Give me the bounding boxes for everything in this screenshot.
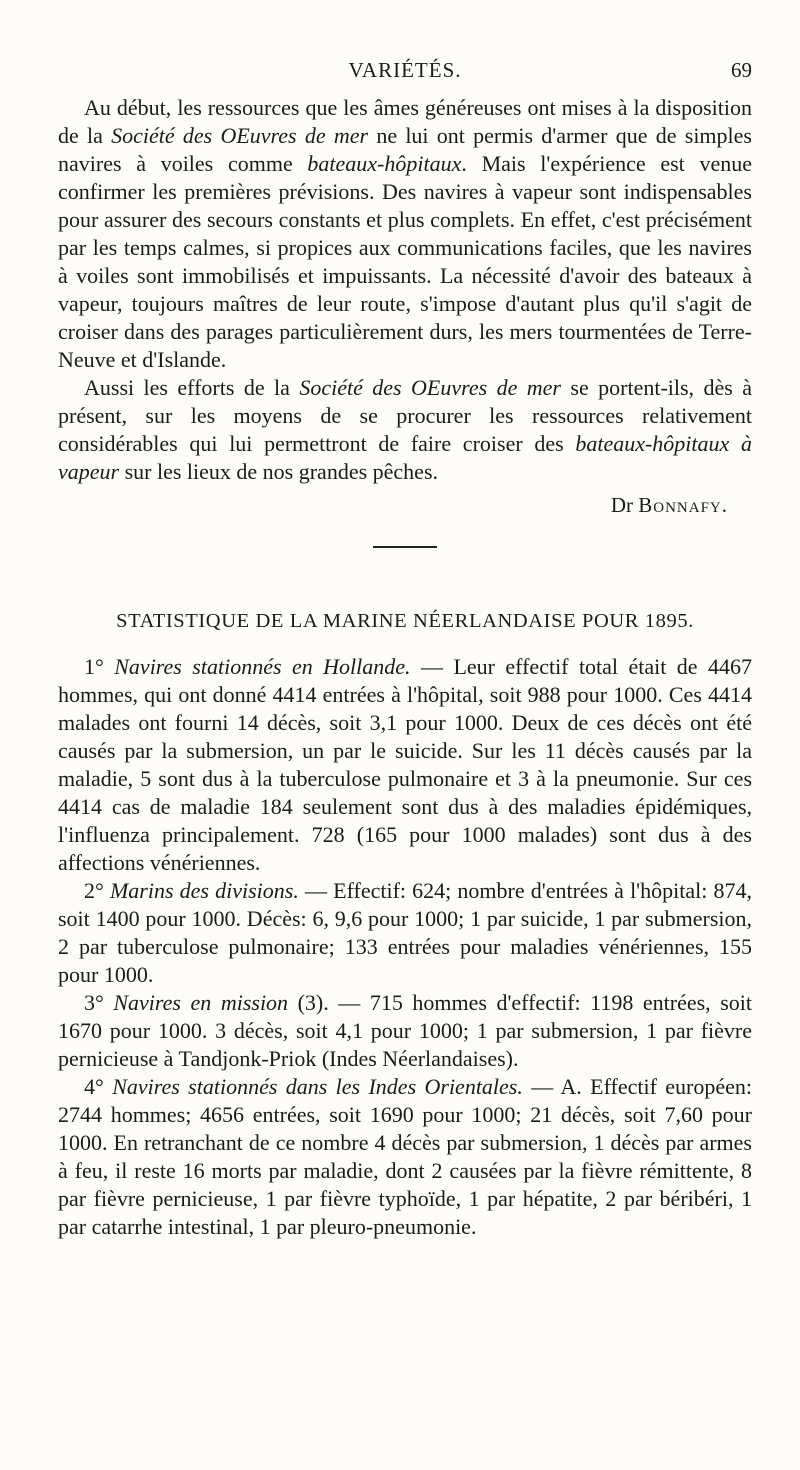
intro-paragraph-2: Aussi les efforts de la Société des OEuvres de mer se portent-ils, dès à présent, sur les moyens de se procurer les ressources relativement considérables qui lui permettront de faire croiser des bateaux-hôpitaux à vapeur sur les lieux de nos grandes pêches. <box>58 375 752 484</box>
stat-item: 1° Navires stationnés en Hollande. — Leur effectif total était de 4467 hommes, qui ont donné 4414 entrées à l'hôpital, soit 988 pour 1000. Ces 4414 malades ont fourni 14 décès, soit 3,1 pour 1000. Deux de ces décès ont été causés par la submersion, un par le suicide. Sur les 11 décès causés par la maladie, 5 sont dus à la tuberculose pulmonaire et 3 à la pneumonie. Sur ces 4414 cas de maladie 184 seulement sont dus à des maladies épidémiques, l'influenza principalement. 728 (165 pour 1000 malades) sont dus à des affections vénériennes. <box>58 654 752 875</box>
header-title: VARIÉTÉS. <box>348 58 462 82</box>
stat-item: 3° Navires en mission (3). — 715 hommes d'effectif: 1198 entrées, soit 1670 pour 1000. 3 décès, soit 4,1 pour 1000; 1 par submersion, 1 par fièvre pernicieuse à Tandjonk-Priok (Indes Néerlandaises). <box>58 990 753 1071</box>
statistics-list <box>58 653 752 1241</box>
page-number: 69 <box>731 58 752 82</box>
stat-item: 2° Marins des divisions. — Effectif: 624; nombre d'entrées à l'hôpital: 874, soit 1400 pour 1000. Décès: 6, 9,6 pour 1000; 1 par suicide, 1 par submersion, 2 par tuberculose pulmonaire; 133 entrées pour maladies vénériennes, 155 pour 1000. <box>58 878 752 987</box>
stat-item: 4° Navires stationnés dans les Indes Orientales. — A. Effectif européen: 2744 hommes; 4656 entrées, soit 1690 pour 1000; 21 décès, soit 7,60 pour 1000. En retranchant de ce nombre 4 décès par submersion, 1 décès par armes à feu, il reste 16 morts par maladie, dont 2 causées par la fièvre rémittente, 8 par fièvre pernicieuse, 1 par fièvre typhoïde, 1 par hépatite, 2 par béribéri, 1 par catarrhe intestinal, 1 par pleuro-pneumonie. <box>58 1074 752 1239</box>
section-title: STATISTIQUE DE LA MARINE NÉERLANDAISE POUR 1895. <box>116 610 694 632</box>
page <box>58 58 752 1241</box>
section-divider <box>373 546 437 548</box>
signature: Dr Bonnafy. <box>610 493 728 517</box>
running-header <box>58 58 752 94</box>
intro-paragraph-1: Au début, les ressources que les âmes généreuses ont mises à la disposition de la Société des OEuvres de mer ne lui ont permis d'armer que de simples navires à voiles comme bateaux-hôpitaux. Mais l'expérience est venue confirmer les premières prévisions. Des navires à vapeur sont indispensables pour assurer des secours constants et plus complets. En effet, c'est précisément par les temps calmes, si propices aux communications faciles, que les navires à voiles sont immobilisés et impuissants. La nécessité d'avoir des bateaux à vapeur, toujours maîtres de leur route, s'impose d'autant plus qu'il s'agit de croiser dans des parages particulièrement durs, les mers tourmentées de Terre-Neuve et d'Islande. <box>58 95 752 372</box>
